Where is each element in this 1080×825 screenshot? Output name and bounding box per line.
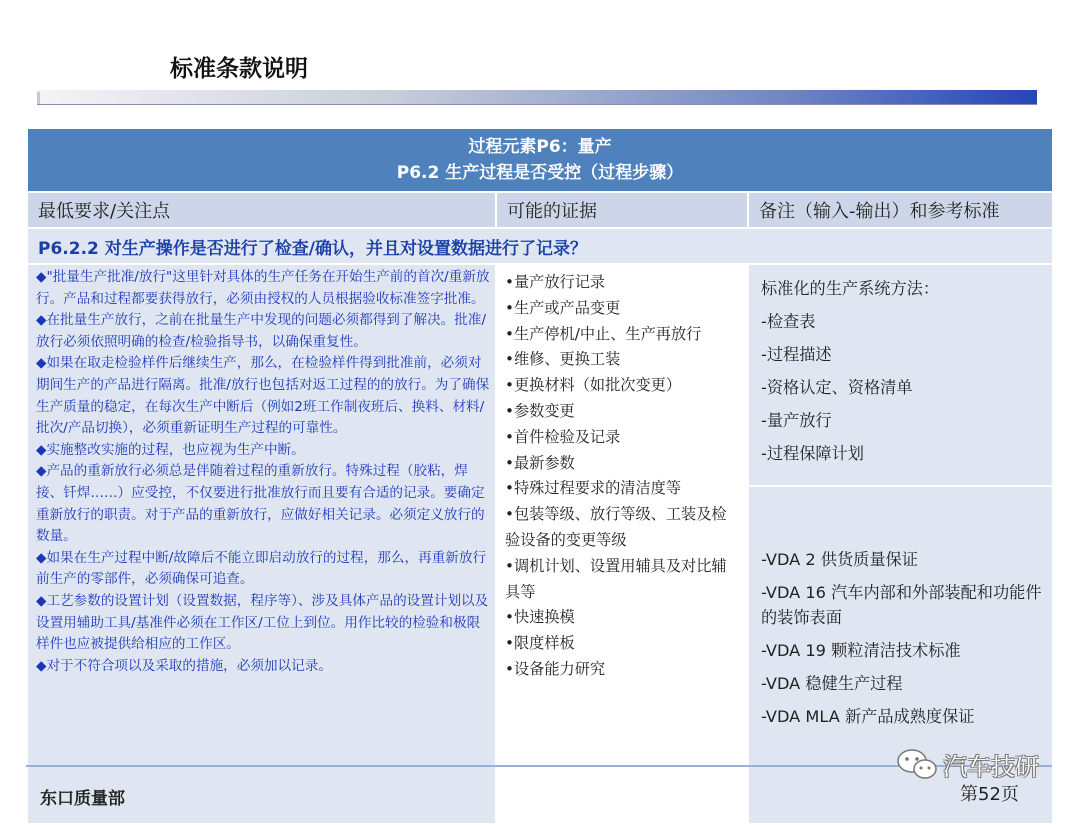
watermark-text: 汽车技研 (943, 752, 1039, 781)
standard-item: -VDA 19 颗粒清洁技术标准 (761, 641, 961, 660)
note-item: -过程描述 (761, 345, 832, 364)
evidence-item: •生产或产品变更 (505, 298, 621, 317)
standard-table (26, 127, 1054, 825)
evidence-item: •设备能力研究 (505, 659, 606, 678)
standard-item: -VDA MLA 新产品成熟度保证 (761, 707, 975, 726)
evidence-item: •限度样板 (505, 634, 575, 653)
watermark (895, 744, 1039, 784)
page-number: 第52页 (960, 784, 1019, 805)
question-row: P6.2.2 对生产操作是否进行了检查/确认，并且对设置数据进行了记录？ (27, 228, 1053, 264)
footer-department (40, 784, 125, 798)
evidence-item: •包装等级、放行等级、工装及检验设备的变更等级 (505, 505, 727, 549)
requirement-item: ◆在批量生产放行，之前在批量生产中发现的问题必须都得到了解决。批准/放行必须依照明确的检查/检验指导书，以确保重复性。 (36, 312, 487, 350)
evidence-item: •调机计划、设置用辅具及对比辅具等 (505, 556, 727, 601)
requirement-item: ◆对于不符合项以及采取的措施，必须加以记录。 (36, 657, 332, 674)
note-item: -检查表 (761, 312, 816, 331)
requirement-item: ◆如果在生产过程中断/故障后不能立即启动放行的过程，那么，再重新放行前生产的零部件，必须确保可追查。 (36, 549, 487, 588)
table-title (27, 128, 1053, 192)
requirement-item: ◆实施整改实施的过程，也应视为生产中断。 (36, 441, 305, 458)
note-item: -资格认定、资格清单 (761, 378, 913, 397)
evidence-item: •量产放行记录 (505, 273, 606, 291)
page-title: 标准条款说明 (170, 56, 308, 82)
evidence-item: •维修、更换工装 (505, 350, 621, 369)
standard-item: -VDA 2 供货质量保证 (761, 550, 918, 569)
notes-methods-cell (748, 264, 1053, 486)
evidence-cell (496, 264, 748, 824)
evidence-item: •更换材料（如批次变更） (505, 376, 682, 395)
note-item: -量产放行 (761, 411, 832, 430)
requirement-item: ◆产品的重新放行必须总是伴随着过程的重新放行。特殊过程（胶粘，焊接、钎焊……）应受控，不仅要进行批准放行而且要有合适的记录。要确定重新放行的职责。对于产品的重新放行，应做好相关记录。必须定义放行的数量。 (36, 463, 485, 545)
standard-item: -VDA 稳健生产过程 (761, 674, 903, 693)
evidence-item: •参数变更 (505, 401, 575, 420)
evidence-item: •特殊过程要求的清洁度等 (505, 479, 682, 498)
wechat-icon (895, 747, 939, 781)
evidence-item: •快速换模 (505, 608, 575, 627)
table-title-line1: 过程元素P6：量产 (468, 137, 612, 157)
note-item: 标准化的生产系统方法： (761, 279, 940, 298)
column-header-evidence: 可能的证据 (496, 192, 748, 228)
standard-item: -VDA 16 汽车内部和外部装配和功能件的装饰表面 (761, 583, 1042, 627)
requirements-cell (27, 264, 496, 824)
table-title-line2: P6.2 生产过程是否受控（过程步骤） (396, 163, 684, 183)
requirement-item: ◆如果在取走检验样件后继续生产，那么，在检验样件得到批准前，必须对期间生产的产品进行隔离。批准/放行也包括对返工过程的的放行。为了确保生产质量的稳定，在每次生产中断后（例如2班工作制夜班后、换料、材料/批次/产品切换），必须重新证明生产过程的可靠性。 (36, 355, 490, 437)
header-gradient-bar (37, 90, 1037, 105)
note-item: -过程保障计划 (761, 444, 864, 463)
column-header-notes: 备注（输入-输出）和参考标准 (748, 192, 1053, 228)
evidence-item: •最新参数 (505, 453, 575, 472)
evidence-item: •生产停机/中止、生产再放行 (505, 324, 702, 343)
column-header-requirements: 最低要求/关注点 (27, 192, 496, 228)
requirement-item: ◆工艺参数的设置计划（设置数据，程序等）、涉及具体产品的设置计划以及设置用辅助工具/基准件必须在工作区/工位上到位。用作比较的检验和极限样件也应被提供给相应的工作区。 (36, 592, 489, 653)
requirement-item: ◆"批量生产批准/放行"这里针对具体的生产任务在开始生产前的首次/重新放行。产品和过程都要获得放行，必须由授权的人员根据验收标准签字批准。 (36, 269, 490, 307)
evidence-item: •首件检验及记录 (505, 427, 621, 446)
